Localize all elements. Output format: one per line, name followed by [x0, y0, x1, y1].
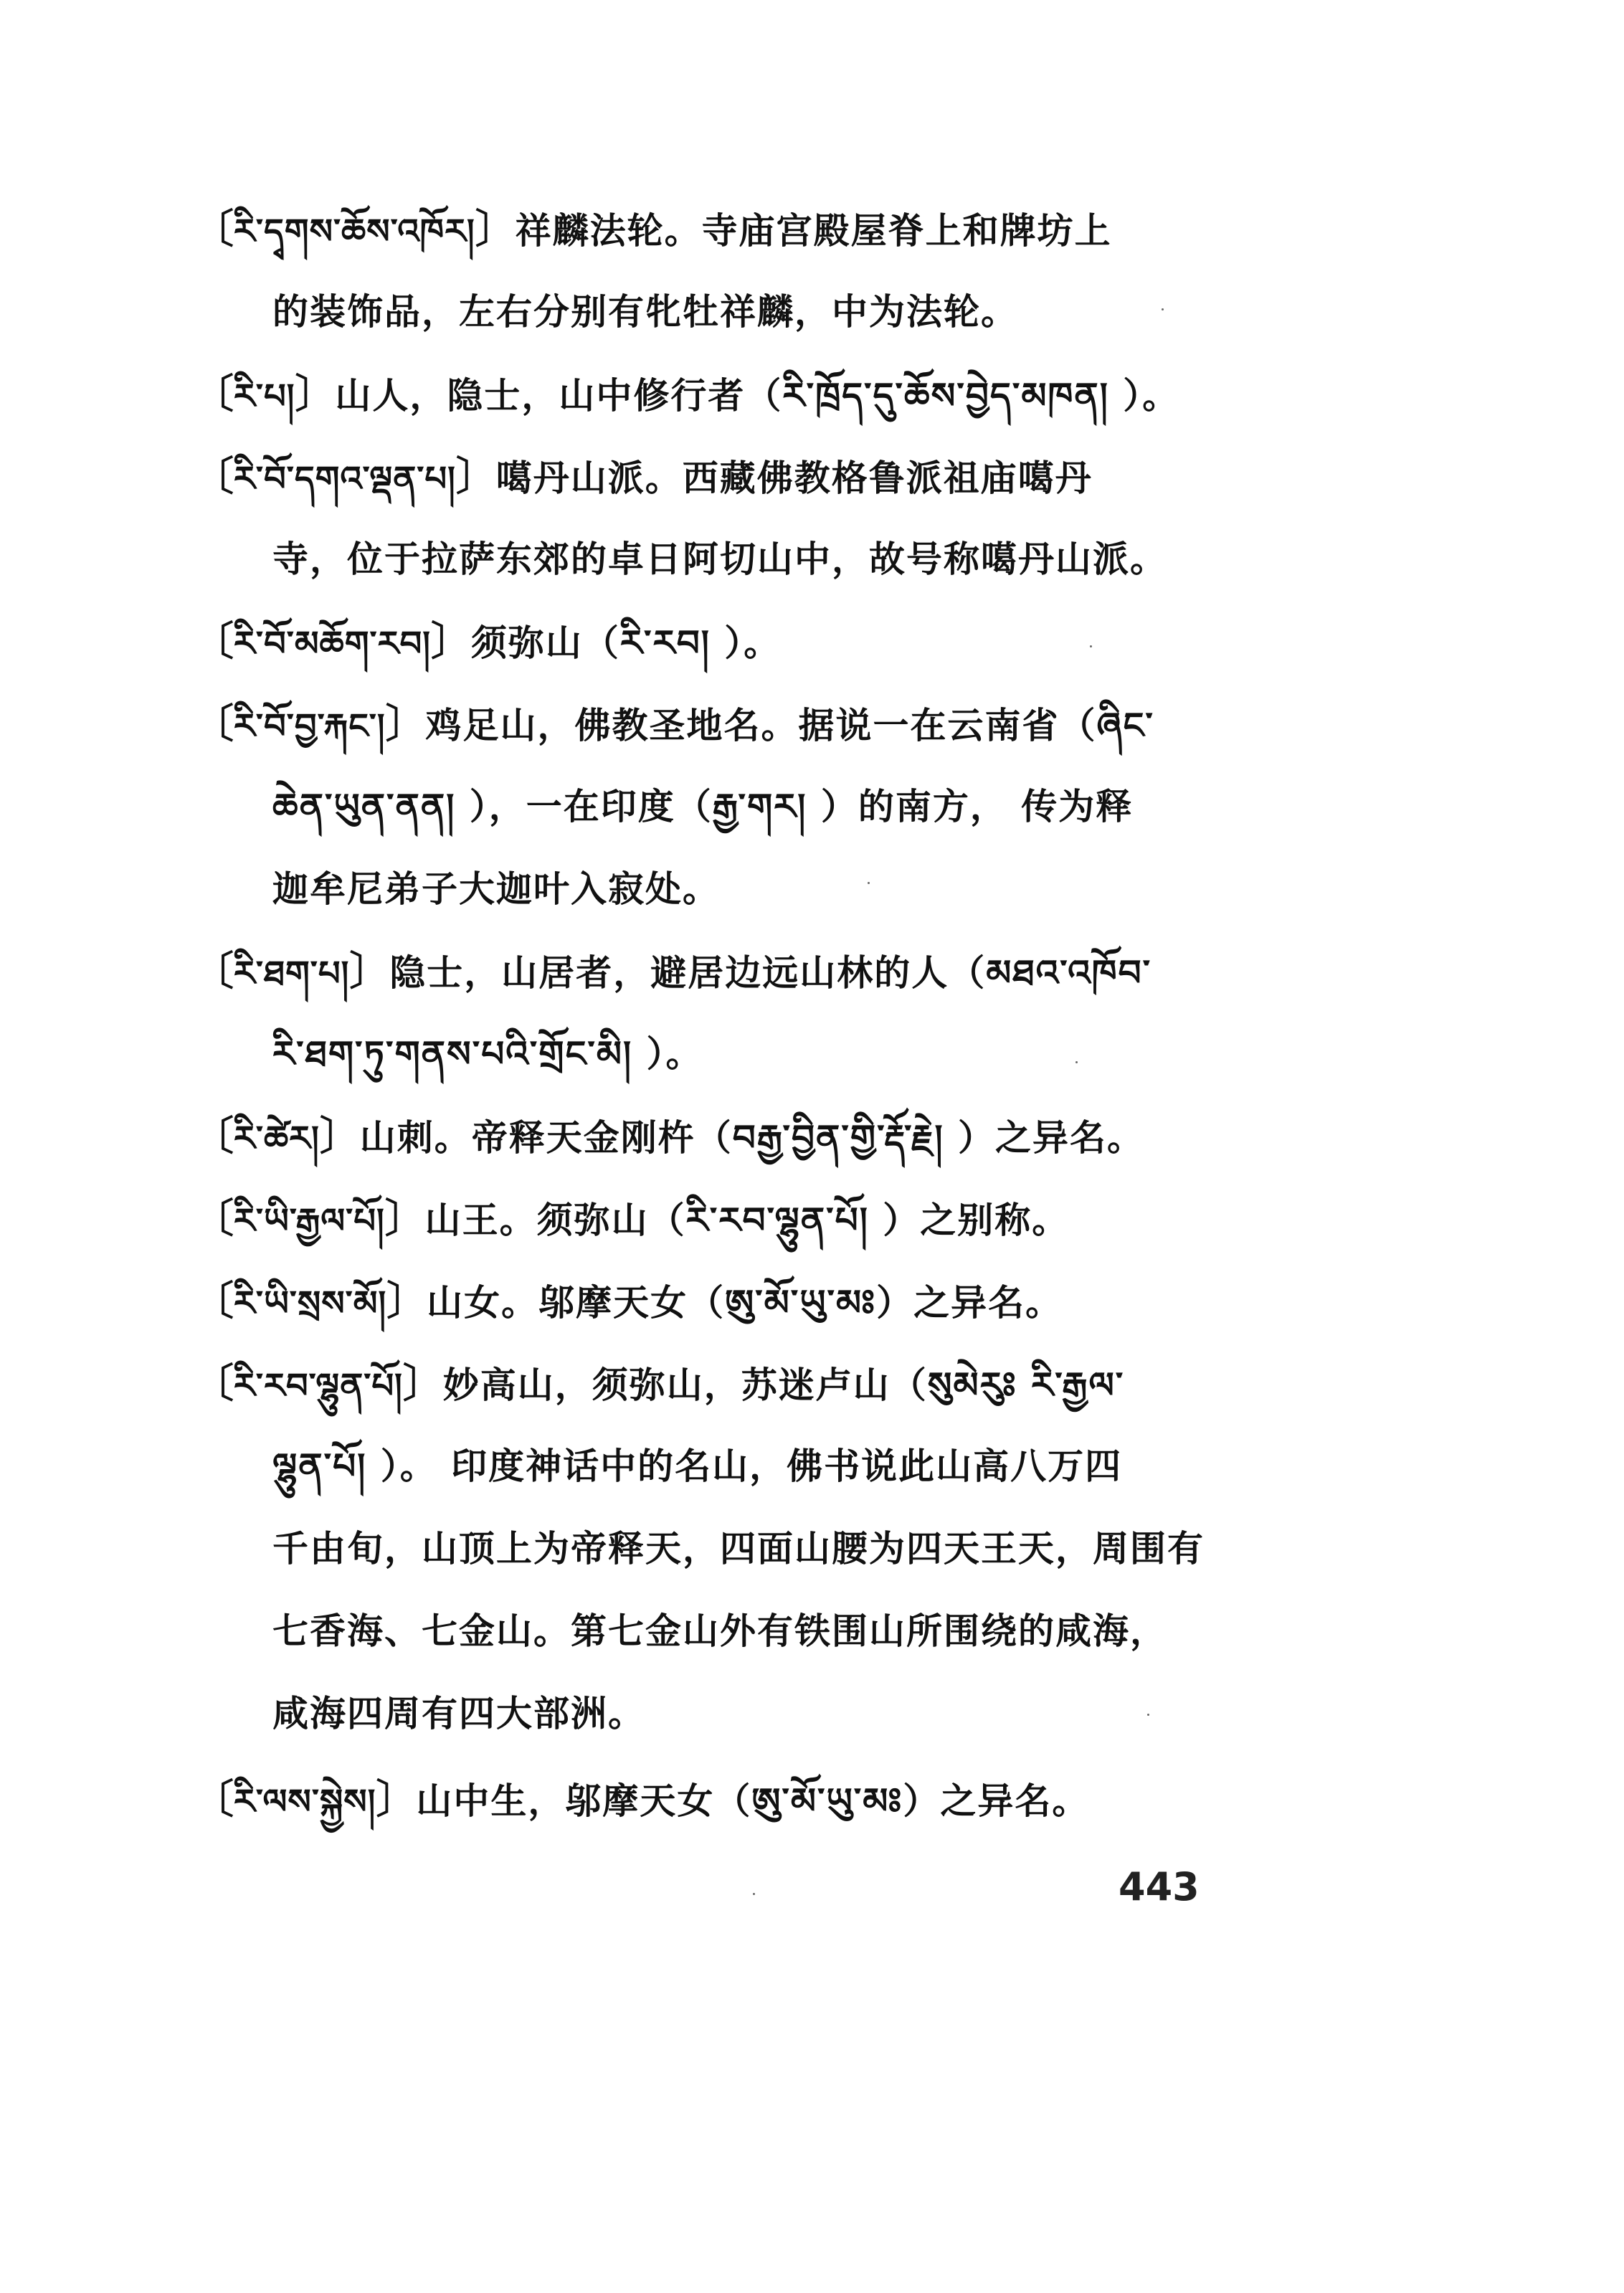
definition-continuation — [0, 767, 1624, 846]
dictionary-entry — [0, 602, 1624, 681]
definition-text: 鸡足山，佛教圣地名。据说一在云南省（ཞིང་ — [425, 704, 1154, 746]
definition-text: 山女。邬摩天女（ཨུ་མོ་ཡུ་མཿ）之异名。 — [427, 1281, 1063, 1324]
definition-text: 山中生，邬摩天女（ཨུ་མོ་ཡུ་མཿ）之异名。 — [416, 1780, 1090, 1822]
definition-text: 妙高山，须弥山，苏迷卢山（སུམེརུཿ རི་རྒྱལ་ — [442, 1364, 1125, 1406]
definition-text: 迦牟尼弟子大迦叶入寂处。 — [272, 868, 720, 910]
tibetan-headword: རི་བོ་བྱ་རྐང་། — [234, 706, 386, 746]
open-bracket: 〔 — [194, 618, 234, 665]
definition-text: 山人，隐士，山中修行者（རི་ཁྲོད་དུ་ཆོས་བྱེད་མཁན། ）。 — [335, 374, 1180, 417]
scan-speck — [1147, 1714, 1149, 1716]
open-bracket: 〔 — [194, 1195, 234, 1243]
open-bracket: 〔 — [194, 453, 234, 500]
definition-text: 山王。须弥山（རི་རབ་ལྷུན་པོ། ）之别称。 — [424, 1199, 1070, 1241]
dictionary-entry — [0, 437, 1624, 516]
definition-text: 须弥山（རི་རབ། ）。 — [470, 622, 782, 664]
close-bracket: 〕 — [384, 1195, 425, 1243]
dictionary-entry — [0, 355, 1624, 434]
tibetan-headword: རི་བོ་དགའ་ལྡན་པ། — [234, 459, 456, 499]
close-bracket: 〕 — [455, 453, 496, 500]
definition-text: 隐士，山居者，避居边远山林的人（མཐའ་འཁོབ་ — [389, 951, 1152, 994]
definition-text: ཆེན་ཡུན་ནན། ），一在印度（རྒྱ་གར། ）的南方， 传为释 — [272, 785, 1134, 827]
tibetan-headword: རི་དྭགས་ཆོས་འཁོར། — [234, 212, 475, 252]
scan-speck — [1075, 1061, 1078, 1063]
scan-speck — [1162, 308, 1164, 310]
open-bracket: 〔 — [194, 1113, 234, 1160]
definition-continuation — [0, 1015, 1624, 1093]
definition-text: 祥麟法轮。寺庙宫殿屋脊上和牌坊上 — [515, 209, 1112, 252]
definition-text: རི་ཐག་ཏུ་གནས་པའི་གྲོང་མི། ）。 — [272, 1032, 703, 1075]
definition-text: 咸海四周有四大部洲。 — [272, 1692, 645, 1734]
definition-text: 千由旬，山顶上为帝释天，四面山腰为四天王天，周围有 — [272, 1527, 1205, 1570]
tibetan-headword: རི་རབ་ལྷུན་པོ། — [234, 1366, 403, 1406]
open-bracket: 〔 — [194, 371, 234, 418]
definition-continuation — [0, 1427, 1624, 1506]
dictionary-entry — [0, 1179, 1624, 1258]
open-bracket: 〔 — [194, 1360, 234, 1407]
close-bracket: 〕 — [349, 948, 390, 995]
tibetan-headword: རི་ཚེར། — [234, 1119, 320, 1159]
close-bracket: 〕 — [386, 1278, 427, 1325]
definition-text: ལྷུན་པོ། ）。 印度神话中的名山，佛书说此山高八万四 — [272, 1445, 1123, 1487]
dictionary-entry — [0, 1760, 1624, 1839]
definition-text: 的装饰品，左右分别有牝牡祥麟，中为法轮。 — [272, 290, 1018, 333]
close-bracket: 〕 — [385, 701, 426, 748]
open-bracket: 〔 — [194, 1776, 234, 1823]
open-bracket: 〔 — [194, 701, 234, 748]
scan-speck — [753, 1893, 755, 1895]
tibetan-headword: རི་ཡི་རྒྱལ་པོ། — [234, 1201, 385, 1241]
close-bracket: 〕 — [430, 618, 471, 665]
definition-continuation — [0, 850, 1624, 929]
definition-continuation — [0, 272, 1624, 351]
close-bracket: 〕 — [376, 1776, 417, 1823]
definition-text: 噶丹山派。西藏佛教格鲁派祖庙噶丹 — [495, 457, 1093, 499]
tibetan-headword: རི་ལས་སྐྱེས། — [234, 1782, 376, 1822]
dictionary-entry — [0, 1262, 1624, 1341]
definition-text: 七香海、七金山。第七金山外有铁围山所围绕的咸海， — [272, 1610, 1167, 1652]
tibetan-headword: རི་བོ་མཆོག་རབ། — [234, 624, 431, 664]
tibetan-headword: རི་ཡི་སྲས་མོ། — [234, 1283, 387, 1324]
open-bracket: 〔 — [194, 1278, 234, 1325]
dictionary-entry — [0, 1097, 1624, 1176]
tibetan-headword: རི་ཐག་པ། — [234, 954, 350, 994]
definition-continuation — [0, 1674, 1624, 1753]
dictionary-entry — [0, 190, 1624, 269]
definition-text: 山刺。帝释天金刚杵（བརྒྱ་བྱིན་གྱི་རྡོ་རྗེ། ）之异名。 — [359, 1116, 1145, 1159]
definition-continuation — [0, 1509, 1624, 1588]
page-number: 443 — [1119, 1864, 1200, 1909]
definition-text: 寺，位于拉萨东郊的卓日阿切山中，故号称噶丹山派。 — [272, 538, 1167, 580]
dictionary-entry — [0, 685, 1624, 764]
dictionary-entry — [0, 1344, 1624, 1423]
scan-speck — [1090, 645, 1092, 647]
close-bracket: 〕 — [402, 1360, 443, 1407]
definition-continuation — [0, 1592, 1624, 1671]
open-bracket: 〔 — [194, 206, 234, 253]
scan-speck — [868, 882, 870, 884]
definition-continuation — [0, 520, 1624, 599]
close-bracket: 〕 — [475, 206, 516, 253]
tibetan-headword: རི་པ། — [234, 376, 295, 417]
dictionary-entry — [0, 932, 1624, 1011]
close-bracket: 〕 — [295, 371, 336, 418]
close-bracket: 〕 — [319, 1113, 360, 1160]
open-bracket: 〔 — [194, 948, 234, 995]
